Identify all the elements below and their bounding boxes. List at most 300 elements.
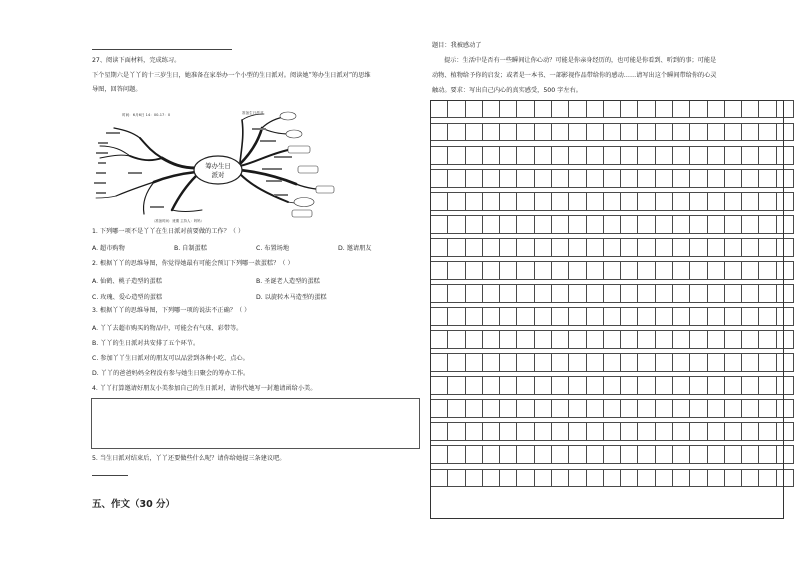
grid-cell[interactable] xyxy=(517,423,534,440)
grid-cell[interactable] xyxy=(500,101,517,118)
grid-cell[interactable] xyxy=(655,285,672,302)
grid-cell[interactable] xyxy=(621,285,638,302)
grid-cell[interactable] xyxy=(431,147,448,164)
grid-cell[interactable] xyxy=(724,170,741,187)
grid-cell[interactable] xyxy=(621,124,638,141)
grid-cell[interactable] xyxy=(759,331,776,348)
grid-cell[interactable] xyxy=(482,400,499,417)
grid-cell[interactable] xyxy=(482,469,499,486)
grid-cell[interactable] xyxy=(759,124,776,141)
grid-cell[interactable] xyxy=(724,262,741,279)
grid-cell[interactable] xyxy=(603,377,620,394)
grid-cell[interactable] xyxy=(638,262,655,279)
grid-cell[interactable] xyxy=(621,400,638,417)
grid-cell[interactable] xyxy=(672,124,689,141)
grid-cell[interactable] xyxy=(586,124,603,141)
grid-cell[interactable] xyxy=(742,446,759,463)
grid-cell[interactable] xyxy=(569,423,586,440)
grid-cell[interactable] xyxy=(742,331,759,348)
grid-cell[interactable] xyxy=(534,193,551,210)
grid-cell[interactable] xyxy=(431,239,448,256)
grid-cell[interactable] xyxy=(742,170,759,187)
grid-cell[interactable] xyxy=(534,400,551,417)
grid-cell[interactable] xyxy=(759,423,776,440)
grid-cell[interactable] xyxy=(534,285,551,302)
grid-cell[interactable] xyxy=(586,170,603,187)
grid-cell[interactable] xyxy=(742,262,759,279)
grid-cell[interactable] xyxy=(742,101,759,118)
grid-cell[interactable] xyxy=(517,400,534,417)
grid-cell[interactable] xyxy=(672,216,689,233)
grid-cell[interactable] xyxy=(586,285,603,302)
grid-cell[interactable] xyxy=(482,147,499,164)
grid-cell[interactable] xyxy=(586,400,603,417)
grid-cell[interactable] xyxy=(655,446,672,463)
grid-cell[interactable] xyxy=(776,285,793,302)
grid-cell[interactable] xyxy=(431,331,448,348)
grid-cell[interactable] xyxy=(724,216,741,233)
grid-cell[interactable] xyxy=(742,147,759,164)
grid-cell[interactable] xyxy=(724,193,741,210)
grid-cell[interactable] xyxy=(724,469,741,486)
grid-cell[interactable] xyxy=(621,308,638,325)
grid-cell[interactable] xyxy=(690,377,707,394)
grid-cell[interactable] xyxy=(569,446,586,463)
grid-cell[interactable] xyxy=(776,377,793,394)
grid-cell[interactable] xyxy=(551,446,568,463)
grid-cell[interactable] xyxy=(603,147,620,164)
grid-cell[interactable] xyxy=(448,354,465,371)
grid-cell[interactable] xyxy=(431,262,448,279)
grid-cell[interactable] xyxy=(431,308,448,325)
grid-cell[interactable] xyxy=(759,354,776,371)
grid-cell[interactable] xyxy=(569,331,586,348)
grid-cell[interactable] xyxy=(603,400,620,417)
grid-cell[interactable] xyxy=(672,377,689,394)
grid-cell[interactable] xyxy=(534,331,551,348)
grid-cell[interactable] xyxy=(655,331,672,348)
grid-cell[interactable] xyxy=(448,308,465,325)
grid-cell[interactable] xyxy=(603,193,620,210)
grid-cell[interactable] xyxy=(517,262,534,279)
grid-cell[interactable] xyxy=(603,308,620,325)
grid-cell[interactable] xyxy=(586,262,603,279)
grid-cell[interactable] xyxy=(534,216,551,233)
grid-cell[interactable] xyxy=(638,469,655,486)
grid-cell[interactable] xyxy=(690,354,707,371)
grid-cell[interactable] xyxy=(448,239,465,256)
grid-cell[interactable] xyxy=(707,377,724,394)
grid-cell[interactable] xyxy=(742,400,759,417)
grid-cell[interactable] xyxy=(448,124,465,141)
grid-cell[interactable] xyxy=(621,331,638,348)
grid-cell[interactable] xyxy=(551,400,568,417)
grid-cell[interactable] xyxy=(500,377,517,394)
grid-cell[interactable] xyxy=(431,170,448,187)
grid-cell[interactable] xyxy=(569,285,586,302)
grid-cell[interactable] xyxy=(569,101,586,118)
grid-cell[interactable] xyxy=(638,446,655,463)
grid-cell[interactable] xyxy=(690,423,707,440)
grid-cell[interactable] xyxy=(672,354,689,371)
grid-cell[interactable] xyxy=(448,285,465,302)
grid-cell[interactable] xyxy=(724,239,741,256)
grid-cell[interactable] xyxy=(551,170,568,187)
grid-cell[interactable] xyxy=(621,469,638,486)
grid-cell[interactable] xyxy=(517,124,534,141)
grid-cell[interactable] xyxy=(551,308,568,325)
grid-cell[interactable] xyxy=(465,216,482,233)
grid-cell[interactable] xyxy=(724,400,741,417)
grid-cell[interactable] xyxy=(655,400,672,417)
grid-cell[interactable] xyxy=(448,331,465,348)
grid-cell[interactable] xyxy=(776,147,793,164)
grid-cell[interactable] xyxy=(569,400,586,417)
grid-cell[interactable] xyxy=(500,285,517,302)
grid-cell[interactable] xyxy=(431,469,448,486)
grid-cell[interactable] xyxy=(500,331,517,348)
grid-cell[interactable] xyxy=(759,308,776,325)
grid-cell[interactable] xyxy=(776,400,793,417)
grid-cell[interactable] xyxy=(655,124,672,141)
grid-cell[interactable] xyxy=(603,469,620,486)
grid-cell[interactable] xyxy=(621,446,638,463)
grid-cell[interactable] xyxy=(551,285,568,302)
grid-cell[interactable] xyxy=(672,101,689,118)
grid-cell[interactable] xyxy=(655,262,672,279)
grid-cell[interactable] xyxy=(517,285,534,302)
grid-cell[interactable] xyxy=(603,423,620,440)
grid-cell[interactable] xyxy=(621,170,638,187)
grid-cell[interactable] xyxy=(448,193,465,210)
grid-cell[interactable] xyxy=(534,469,551,486)
grid-cell[interactable] xyxy=(690,101,707,118)
grid-cell[interactable] xyxy=(724,446,741,463)
grid-cell[interactable] xyxy=(672,193,689,210)
grid-cell[interactable] xyxy=(776,423,793,440)
grid-cell[interactable] xyxy=(690,446,707,463)
grid-cell[interactable] xyxy=(551,239,568,256)
grid-cell[interactable] xyxy=(690,170,707,187)
grid-cell[interactable] xyxy=(621,354,638,371)
grid-cell[interactable] xyxy=(448,101,465,118)
grid-cell[interactable] xyxy=(586,469,603,486)
grid-cell[interactable] xyxy=(586,423,603,440)
grid-cell[interactable] xyxy=(655,170,672,187)
grid-cell[interactable] xyxy=(586,147,603,164)
grid-cell[interactable] xyxy=(603,170,620,187)
grid-cell[interactable] xyxy=(759,469,776,486)
q4-answer-box[interactable] xyxy=(91,398,420,449)
grid-cell[interactable] xyxy=(551,193,568,210)
grid-cell[interactable] xyxy=(500,147,517,164)
grid-cell[interactable] xyxy=(672,147,689,164)
grid-cell[interactable] xyxy=(742,239,759,256)
grid-cell[interactable] xyxy=(776,239,793,256)
q5-answer-line[interactable] xyxy=(92,475,128,476)
grid-cell[interactable] xyxy=(638,170,655,187)
grid-cell[interactable] xyxy=(690,262,707,279)
grid-cell[interactable] xyxy=(638,377,655,394)
grid-cell[interactable] xyxy=(500,354,517,371)
grid-cell[interactable] xyxy=(551,101,568,118)
grid-cell[interactable] xyxy=(672,239,689,256)
grid-cell[interactable] xyxy=(517,147,534,164)
grid-cell[interactable] xyxy=(707,239,724,256)
grid-cell[interactable] xyxy=(465,124,482,141)
grid-cell[interactable] xyxy=(776,193,793,210)
grid-cell[interactable] xyxy=(707,216,724,233)
grid-cell[interactable] xyxy=(586,308,603,325)
grid-cell[interactable] xyxy=(465,377,482,394)
grid-cell[interactable] xyxy=(638,423,655,440)
grid-cell[interactable] xyxy=(551,331,568,348)
grid-cell[interactable] xyxy=(534,262,551,279)
grid-cell[interactable] xyxy=(742,193,759,210)
grid-cell[interactable] xyxy=(551,423,568,440)
grid-cell[interactable] xyxy=(742,377,759,394)
grid-cell[interactable] xyxy=(431,377,448,394)
grid-cell[interactable] xyxy=(776,308,793,325)
grid-cell[interactable] xyxy=(500,400,517,417)
grid-cell[interactable] xyxy=(586,216,603,233)
grid-cell[interactable] xyxy=(759,262,776,279)
grid-cell[interactable] xyxy=(569,147,586,164)
grid-cell[interactable] xyxy=(465,400,482,417)
grid-cell[interactable] xyxy=(724,377,741,394)
grid-cell[interactable] xyxy=(551,469,568,486)
grid-cell[interactable] xyxy=(724,101,741,118)
grid-cell[interactable] xyxy=(638,239,655,256)
grid-cell[interactable] xyxy=(431,216,448,233)
grid-cell[interactable] xyxy=(759,400,776,417)
grid-cell[interactable] xyxy=(638,216,655,233)
grid-cell[interactable] xyxy=(517,170,534,187)
grid-cell[interactable] xyxy=(465,262,482,279)
grid-cell[interactable] xyxy=(603,331,620,348)
grid-cell[interactable] xyxy=(672,262,689,279)
grid-cell[interactable] xyxy=(621,262,638,279)
grid-cell[interactable] xyxy=(690,147,707,164)
grid-cell[interactable] xyxy=(465,193,482,210)
grid-cell[interactable] xyxy=(431,423,448,440)
grid-cell[interactable] xyxy=(638,285,655,302)
grid-cell[interactable] xyxy=(621,193,638,210)
grid-cell[interactable] xyxy=(776,170,793,187)
grid-cell[interactable] xyxy=(534,377,551,394)
grid-cell[interactable] xyxy=(621,216,638,233)
grid-cell[interactable] xyxy=(448,262,465,279)
grid-cell[interactable] xyxy=(759,101,776,118)
grid-cell[interactable] xyxy=(482,216,499,233)
grid-cell[interactable] xyxy=(707,331,724,348)
grid-cell[interactable] xyxy=(465,101,482,118)
grid-cell[interactable] xyxy=(724,354,741,371)
grid-cell[interactable] xyxy=(655,101,672,118)
grid-cell[interactable] xyxy=(448,400,465,417)
grid-cell[interactable] xyxy=(500,216,517,233)
grid-cell[interactable] xyxy=(655,377,672,394)
grid-cell[interactable] xyxy=(759,193,776,210)
grid-cell[interactable] xyxy=(724,147,741,164)
grid-cell[interactable] xyxy=(776,262,793,279)
grid-cell[interactable] xyxy=(517,469,534,486)
grid-cell[interactable] xyxy=(759,285,776,302)
grid-cell[interactable] xyxy=(776,446,793,463)
grid-cell[interactable] xyxy=(569,193,586,210)
grid-cell[interactable] xyxy=(534,147,551,164)
grid-cell[interactable] xyxy=(742,308,759,325)
grid-cell[interactable] xyxy=(690,193,707,210)
grid-cell[interactable] xyxy=(569,170,586,187)
grid-cell[interactable] xyxy=(603,446,620,463)
grid-cell[interactable] xyxy=(603,239,620,256)
grid-cell[interactable] xyxy=(621,147,638,164)
grid-cell[interactable] xyxy=(500,170,517,187)
grid-cell[interactable] xyxy=(724,331,741,348)
grid-cell[interactable] xyxy=(776,354,793,371)
grid-cell[interactable] xyxy=(517,377,534,394)
grid-cell[interactable] xyxy=(482,101,499,118)
grid-cell[interactable] xyxy=(431,446,448,463)
grid-cell[interactable] xyxy=(482,308,499,325)
grid-cell[interactable] xyxy=(742,216,759,233)
grid-cell[interactable] xyxy=(707,193,724,210)
grid-cell[interactable] xyxy=(707,170,724,187)
grid-cell[interactable] xyxy=(482,239,499,256)
grid-cell[interactable] xyxy=(448,216,465,233)
grid-cell[interactable] xyxy=(621,101,638,118)
grid-cell[interactable] xyxy=(655,423,672,440)
grid-cell[interactable] xyxy=(690,308,707,325)
grid-cell[interactable] xyxy=(551,262,568,279)
grid-cell[interactable] xyxy=(603,101,620,118)
grid-cell[interactable] xyxy=(672,469,689,486)
grid-cell[interactable] xyxy=(569,262,586,279)
grid-cell[interactable] xyxy=(482,170,499,187)
grid-cell[interactable] xyxy=(759,446,776,463)
grid-cell[interactable] xyxy=(672,331,689,348)
grid-cell[interactable] xyxy=(724,308,741,325)
grid-cell[interactable] xyxy=(655,469,672,486)
grid-cell[interactable] xyxy=(569,239,586,256)
grid-cell[interactable] xyxy=(534,308,551,325)
grid-cell[interactable] xyxy=(707,308,724,325)
grid-cell[interactable] xyxy=(690,216,707,233)
grid-cell[interactable] xyxy=(638,124,655,141)
grid-cell[interactable] xyxy=(638,400,655,417)
grid-cell[interactable] xyxy=(707,101,724,118)
grid-cell[interactable] xyxy=(551,354,568,371)
grid-cell[interactable] xyxy=(742,469,759,486)
grid-cell[interactable] xyxy=(621,377,638,394)
grid-cell[interactable] xyxy=(534,423,551,440)
grid-cell[interactable] xyxy=(690,285,707,302)
grid-cell[interactable] xyxy=(638,101,655,118)
grid-cell[interactable] xyxy=(500,262,517,279)
grid-cell[interactable] xyxy=(586,354,603,371)
grid-cell[interactable] xyxy=(621,239,638,256)
grid-cell[interactable] xyxy=(431,400,448,417)
grid-cell[interactable] xyxy=(517,446,534,463)
grid-cell[interactable] xyxy=(569,354,586,371)
grid-cell[interactable] xyxy=(465,446,482,463)
grid-cell[interactable] xyxy=(603,354,620,371)
grid-cell[interactable] xyxy=(517,308,534,325)
grid-cell[interactable] xyxy=(534,446,551,463)
grid-cell[interactable] xyxy=(707,147,724,164)
grid-cell[interactable] xyxy=(655,354,672,371)
grid-cell[interactable] xyxy=(707,446,724,463)
grid-cell[interactable] xyxy=(672,308,689,325)
grid-cell[interactable] xyxy=(586,239,603,256)
grid-cell[interactable] xyxy=(655,308,672,325)
grid-cell[interactable] xyxy=(482,446,499,463)
grid-cell[interactable] xyxy=(482,124,499,141)
grid-cell[interactable] xyxy=(448,423,465,440)
grid-cell[interactable] xyxy=(655,147,672,164)
grid-cell[interactable] xyxy=(517,331,534,348)
grid-cell[interactable] xyxy=(742,124,759,141)
grid-cell[interactable] xyxy=(448,377,465,394)
grid-cell[interactable] xyxy=(482,423,499,440)
grid-cell[interactable] xyxy=(638,147,655,164)
grid-cell[interactable] xyxy=(551,124,568,141)
grid-cell[interactable] xyxy=(465,354,482,371)
grid-cell[interactable] xyxy=(465,423,482,440)
grid-cell[interactable] xyxy=(534,239,551,256)
grid-cell[interactable] xyxy=(465,147,482,164)
grid-cell[interactable] xyxy=(621,423,638,440)
grid-cell[interactable] xyxy=(517,354,534,371)
grid-cell[interactable] xyxy=(586,101,603,118)
grid-cell[interactable] xyxy=(603,262,620,279)
grid-cell[interactable] xyxy=(500,469,517,486)
grid-cell[interactable] xyxy=(431,101,448,118)
grid-cell[interactable] xyxy=(655,216,672,233)
grid-cell[interactable] xyxy=(431,285,448,302)
grid-cell[interactable] xyxy=(482,285,499,302)
grid-cell[interactable] xyxy=(776,101,793,118)
grid-cell[interactable] xyxy=(742,423,759,440)
grid-cell[interactable] xyxy=(569,124,586,141)
grid-cell[interactable] xyxy=(551,147,568,164)
grid-cell[interactable] xyxy=(448,469,465,486)
grid-cell[interactable] xyxy=(707,423,724,440)
grid-cell[interactable] xyxy=(638,193,655,210)
grid-cell[interactable] xyxy=(638,331,655,348)
grid-cell[interactable] xyxy=(724,423,741,440)
grid-cell[interactable] xyxy=(448,170,465,187)
grid-cell[interactable] xyxy=(759,170,776,187)
grid-cell[interactable] xyxy=(500,193,517,210)
grid-cell[interactable] xyxy=(603,216,620,233)
grid-cell[interactable] xyxy=(724,124,741,141)
grid-cell[interactable] xyxy=(465,469,482,486)
grid-cell[interactable] xyxy=(672,400,689,417)
grid-cell[interactable] xyxy=(517,239,534,256)
grid-cell[interactable] xyxy=(759,239,776,256)
grid-cell[interactable] xyxy=(569,469,586,486)
grid-cell[interactable] xyxy=(586,377,603,394)
grid-cell[interactable] xyxy=(569,216,586,233)
grid-cell[interactable] xyxy=(586,446,603,463)
grid-cell[interactable] xyxy=(776,124,793,141)
grid-cell[interactable] xyxy=(707,354,724,371)
grid-cell[interactable] xyxy=(690,331,707,348)
grid-cell[interactable] xyxy=(431,193,448,210)
grid-cell[interactable] xyxy=(603,124,620,141)
